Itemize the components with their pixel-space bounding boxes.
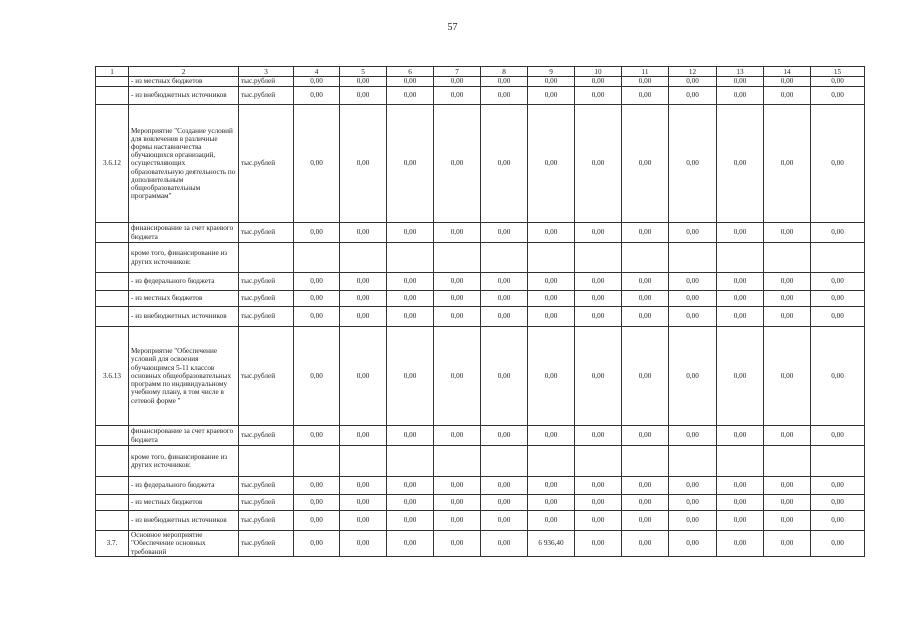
- value-cell: [434, 243, 481, 273]
- value-cell: 0,00: [764, 291, 811, 307]
- value-cell: [717, 243, 764, 273]
- value-cell: [340, 446, 387, 477]
- value-cell: 0,00: [669, 426, 717, 446]
- column-number-cell: 3: [239, 67, 294, 77]
- value-cell: [434, 446, 481, 477]
- value-cell: 0,00: [811, 531, 865, 557]
- value-cell: 0,00: [294, 223, 340, 243]
- value-cell: 0,00: [294, 307, 340, 327]
- row-code-cell: 3.6.13: [96, 327, 129, 426]
- row-code-cell: [96, 477, 129, 495]
- column-number-cell: 5: [340, 67, 387, 77]
- value-cell: 0,00: [575, 426, 622, 446]
- row-name-cell: Мероприятие "Создание условий для вовлечения в различные формы наставничества обучающихся организаций, осуществляющих образовательную деятельность по дополнительным общеобразовательным программам": [129, 105, 239, 223]
- value-cell: 0,00: [434, 105, 481, 223]
- value-cell: 0,00: [669, 77, 717, 87]
- row-name-cell: финансирование за счет краевого бюджета: [129, 223, 239, 243]
- value-cell: 0,00: [387, 87, 434, 105]
- value-cell: 0,00: [387, 77, 434, 87]
- value-cell: [387, 446, 434, 477]
- value-cell: 0,00: [575, 273, 622, 291]
- value-cell: [528, 243, 575, 273]
- value-cell: 0,00: [669, 223, 717, 243]
- value-cell: 0,00: [434, 426, 481, 446]
- value-cell: [669, 446, 717, 477]
- row-name-cell: - из местных бюджетов: [129, 77, 239, 87]
- row-unit-cell: тыс.рублей: [239, 291, 294, 307]
- row-unit-cell: тыс.рублей: [239, 307, 294, 327]
- table-row: [96, 446, 865, 477]
- value-cell: 0,00: [764, 223, 811, 243]
- column-number-cell: 15: [811, 67, 865, 77]
- value-cell: 0,00: [764, 426, 811, 446]
- value-cell: 0,00: [717, 223, 764, 243]
- value-cell: 0,00: [717, 511, 764, 531]
- value-cell: 0,00: [669, 273, 717, 291]
- value-cell: 0,00: [481, 223, 528, 243]
- value-cell: 0,00: [811, 477, 865, 495]
- table-row: [96, 273, 865, 291]
- row-code-cell: [96, 77, 129, 87]
- table-row: [96, 87, 865, 105]
- value-cell: 0,00: [764, 327, 811, 426]
- value-cell: 0,00: [622, 327, 669, 426]
- row-unit-cell: [239, 243, 294, 273]
- value-cell: 0,00: [811, 273, 865, 291]
- row-name-cell: - из федерального бюджета: [129, 477, 239, 495]
- column-number-cell: 8: [481, 67, 528, 77]
- value-cell: [811, 446, 865, 477]
- value-cell: 0,00: [717, 327, 764, 426]
- value-cell: 0,00: [528, 291, 575, 307]
- value-cell: [294, 446, 340, 477]
- value-cell: 0,00: [340, 105, 387, 223]
- row-code-cell: [96, 273, 129, 291]
- value-cell: 0,00: [481, 495, 528, 511]
- value-cell: 0,00: [669, 105, 717, 223]
- table-row: [96, 223, 865, 243]
- table-row: [96, 511, 865, 531]
- value-cell: 0,00: [622, 477, 669, 495]
- row-code-cell: [96, 307, 129, 327]
- value-cell: 0,00: [481, 77, 528, 87]
- value-cell: 0,00: [340, 273, 387, 291]
- table-row: [96, 307, 865, 327]
- table-row: [96, 327, 865, 426]
- value-cell: 0,00: [528, 87, 575, 105]
- table-row: [96, 291, 865, 307]
- value-cell: 0,00: [528, 77, 575, 87]
- value-cell: 0,00: [387, 291, 434, 307]
- row-unit-cell: тыс.рублей: [239, 531, 294, 557]
- row-name-cell: - из внебюджетных источников: [129, 87, 239, 105]
- column-number-cell: 13: [717, 67, 764, 77]
- value-cell: 0,00: [764, 511, 811, 531]
- row-name-cell: - из местных бюджетов: [129, 291, 239, 307]
- value-cell: 0,00: [434, 327, 481, 426]
- budget-table: [95, 66, 865, 557]
- value-cell: 0,00: [575, 495, 622, 511]
- row-code-cell: [96, 87, 129, 105]
- value-cell: 0,00: [294, 273, 340, 291]
- value-cell: 0,00: [669, 291, 717, 307]
- column-number-cell: 10: [575, 67, 622, 77]
- value-cell: 0,00: [434, 223, 481, 243]
- row-name-cell: - из федерального бюджета: [129, 273, 239, 291]
- table-row: [96, 426, 865, 446]
- value-cell: [764, 446, 811, 477]
- value-cell: [622, 446, 669, 477]
- value-cell: 0,00: [622, 105, 669, 223]
- column-number-cell: 1: [96, 67, 129, 77]
- value-cell: 0,00: [528, 511, 575, 531]
- value-cell: 0,00: [340, 223, 387, 243]
- value-cell: 0,00: [481, 327, 528, 426]
- value-cell: 0,00: [575, 477, 622, 495]
- page-number: 57: [447, 22, 458, 33]
- row-code-cell: [96, 291, 129, 307]
- value-cell: 0,00: [340, 87, 387, 105]
- row-code-cell: 3.6.12: [96, 105, 129, 223]
- value-cell: 0,00: [481, 87, 528, 105]
- value-cell: 0,00: [717, 531, 764, 557]
- value-cell: [575, 446, 622, 477]
- table-row: [96, 77, 865, 87]
- value-cell: 0,00: [340, 531, 387, 557]
- value-cell: 0,00: [622, 273, 669, 291]
- row-code-cell: [96, 511, 129, 531]
- value-cell: [340, 243, 387, 273]
- row-code-cell: [96, 495, 129, 511]
- column-number-row: [96, 67, 865, 77]
- table-row: [96, 477, 865, 495]
- row-name-cell: Основное мероприятие "Обеспечение основных требований: [129, 531, 239, 557]
- column-number-cell: 4: [294, 67, 340, 77]
- value-cell: 0,00: [387, 327, 434, 426]
- value-cell: 0,00: [387, 105, 434, 223]
- value-cell: 0,00: [575, 307, 622, 327]
- row-name-cell: кроме того, финансирование из других источников:: [129, 446, 239, 477]
- value-cell: 0,00: [294, 477, 340, 495]
- value-cell: 0,00: [669, 531, 717, 557]
- value-cell: 0,00: [669, 511, 717, 531]
- value-cell: 0,00: [811, 495, 865, 511]
- value-cell: 0,00: [294, 531, 340, 557]
- value-cell: 0,00: [294, 87, 340, 105]
- value-cell: 0,00: [811, 77, 865, 87]
- value-cell: 0,00: [575, 531, 622, 557]
- value-cell: 0,00: [434, 477, 481, 495]
- value-cell: 0,00: [340, 307, 387, 327]
- value-cell: 0,00: [622, 291, 669, 307]
- value-cell: 0,00: [434, 291, 481, 307]
- value-cell: 0,00: [575, 87, 622, 105]
- value-cell: 0,00: [434, 87, 481, 105]
- value-cell: 0,00: [387, 477, 434, 495]
- row-name-cell: - из внебюджетных источников: [129, 511, 239, 531]
- column-number-cell: 7: [434, 67, 481, 77]
- value-cell: 0,00: [811, 87, 865, 105]
- value-cell: 0,00: [481, 307, 528, 327]
- column-number-cell: 9: [528, 67, 575, 77]
- value-cell: 0,00: [294, 511, 340, 531]
- value-cell: [575, 243, 622, 273]
- value-cell: 0,00: [764, 495, 811, 511]
- value-cell: 0,00: [434, 511, 481, 531]
- column-number-cell: 11: [622, 67, 669, 77]
- value-cell: 0,00: [434, 77, 481, 87]
- row-unit-cell: [239, 446, 294, 477]
- value-cell: 0,00: [717, 87, 764, 105]
- value-cell: 0,00: [811, 511, 865, 531]
- value-cell: 0,00: [481, 531, 528, 557]
- value-cell: [669, 243, 717, 273]
- value-cell: 0,00: [528, 273, 575, 291]
- row-code-cell: 3.7.: [96, 531, 129, 557]
- value-cell: 0,00: [811, 291, 865, 307]
- row-name-cell: Мероприятие "Обеспечение условий для освоения обучающимся 5-11 классов основных общеобразовательных программ по индивидуальному учебному плану, в том числе в сетевой форме ": [129, 327, 239, 426]
- value-cell: 0,00: [764, 87, 811, 105]
- table-row: [96, 531, 865, 557]
- value-cell: 0,00: [528, 327, 575, 426]
- value-cell: 0,00: [294, 327, 340, 426]
- row-unit-cell: тыс.рублей: [239, 426, 294, 446]
- row-code-cell: [96, 223, 129, 243]
- column-number-cell: 2: [129, 67, 239, 77]
- row-unit-cell: тыс.рублей: [239, 223, 294, 243]
- value-cell: 0,00: [387, 531, 434, 557]
- value-cell: [387, 243, 434, 273]
- value-cell: 0,00: [340, 426, 387, 446]
- value-cell: 0,00: [387, 223, 434, 243]
- row-unit-cell: тыс.рублей: [239, 511, 294, 531]
- value-cell: 0,00: [764, 307, 811, 327]
- value-cell: 0,00: [481, 511, 528, 531]
- value-cell: 0,00: [764, 77, 811, 87]
- value-cell: 0,00: [717, 77, 764, 87]
- value-cell: 0,00: [481, 426, 528, 446]
- column-number-cell: 12: [669, 67, 717, 77]
- value-cell: 0,00: [669, 477, 717, 495]
- value-cell: [481, 446, 528, 477]
- value-cell: 0,00: [434, 531, 481, 557]
- value-cell: 0,00: [387, 307, 434, 327]
- value-cell: 0,00: [481, 291, 528, 307]
- value-cell: 0,00: [434, 495, 481, 511]
- value-cell: 0,00: [528, 307, 575, 327]
- row-name-cell: финансирование за счет краевого бюджета: [129, 426, 239, 446]
- table-row: [96, 495, 865, 511]
- value-cell: [622, 243, 669, 273]
- value-cell: 0,00: [294, 105, 340, 223]
- value-cell: 0,00: [622, 307, 669, 327]
- value-cell: 0,00: [622, 87, 669, 105]
- value-cell: 0,00: [622, 531, 669, 557]
- value-cell: 0,00: [811, 426, 865, 446]
- value-cell: 0,00: [717, 426, 764, 446]
- value-cell: [764, 243, 811, 273]
- row-code-cell: [96, 426, 129, 446]
- value-cell: 0,00: [340, 291, 387, 307]
- value-cell: 0,00: [528, 477, 575, 495]
- row-name-cell: - из местных бюджетов: [129, 495, 239, 511]
- row-code-cell: [96, 446, 129, 477]
- value-cell: 0,00: [717, 307, 764, 327]
- value-cell: 0,00: [387, 511, 434, 531]
- value-cell: [481, 243, 528, 273]
- value-cell: [811, 243, 865, 273]
- value-cell: 0,00: [575, 327, 622, 426]
- value-cell: 0,00: [622, 511, 669, 531]
- value-cell: 0,00: [294, 426, 340, 446]
- value-cell: 0,00: [811, 307, 865, 327]
- value-cell: 0,00: [669, 327, 717, 426]
- value-cell: 0,00: [575, 291, 622, 307]
- value-cell: 0,00: [622, 223, 669, 243]
- value-cell: 0,00: [717, 273, 764, 291]
- value-cell: 0,00: [669, 307, 717, 327]
- column-number-cell: 6: [387, 67, 434, 77]
- value-cell: 0,00: [622, 77, 669, 87]
- value-cell: 0,00: [340, 511, 387, 531]
- value-cell: 0,00: [481, 105, 528, 223]
- value-cell: 0,00: [811, 105, 865, 223]
- value-cell: 0,00: [434, 307, 481, 327]
- value-cell: 0,00: [528, 495, 575, 511]
- value-cell: 0,00: [575, 511, 622, 531]
- row-unit-cell: тыс.рублей: [239, 495, 294, 511]
- table-row: [96, 105, 865, 223]
- value-cell: 0,00: [387, 495, 434, 511]
- value-cell: 0,00: [669, 87, 717, 105]
- row-unit-cell: тыс.рублей: [239, 77, 294, 87]
- value-cell: 0,00: [340, 477, 387, 495]
- value-cell: [528, 446, 575, 477]
- row-name-cell: кроме того, финансирование из других источников:: [129, 243, 239, 273]
- row-code-cell: [96, 243, 129, 273]
- value-cell: 0,00: [717, 495, 764, 511]
- row-unit-cell: тыс.рублей: [239, 105, 294, 223]
- value-cell: 0,00: [294, 291, 340, 307]
- value-cell: 0,00: [717, 105, 764, 223]
- value-cell: 0,00: [528, 105, 575, 223]
- table-row: [96, 243, 865, 273]
- value-cell: 0,00: [294, 495, 340, 511]
- value-cell: 0,00: [340, 495, 387, 511]
- column-number-cell: 14: [764, 67, 811, 77]
- row-unit-cell: тыс.рублей: [239, 327, 294, 426]
- row-unit-cell: тыс.рублей: [239, 477, 294, 495]
- value-cell: 0,00: [387, 273, 434, 291]
- row-name-cell: - из внебюджетных источников: [129, 307, 239, 327]
- value-cell: 0,00: [481, 273, 528, 291]
- value-cell: 0,00: [575, 105, 622, 223]
- value-cell: [717, 446, 764, 477]
- value-cell: 0,00: [764, 531, 811, 557]
- value-cell: 0,00: [481, 477, 528, 495]
- value-cell: 0,00: [669, 495, 717, 511]
- value-cell: 6 936,40: [528, 531, 575, 557]
- value-cell: 0,00: [717, 291, 764, 307]
- value-cell: 0,00: [622, 426, 669, 446]
- value-cell: 0,00: [811, 327, 865, 426]
- value-cell: 0,00: [764, 477, 811, 495]
- table-body: [96, 67, 865, 557]
- value-cell: 0,00: [764, 105, 811, 223]
- row-unit-cell: тыс.рублей: [239, 87, 294, 105]
- value-cell: 0,00: [764, 273, 811, 291]
- value-cell: 0,00: [294, 77, 340, 87]
- value-cell: 0,00: [528, 426, 575, 446]
- value-cell: 0,00: [387, 426, 434, 446]
- value-cell: [294, 243, 340, 273]
- value-cell: 0,00: [811, 223, 865, 243]
- value-cell: 0,00: [340, 327, 387, 426]
- value-cell: 0,00: [575, 77, 622, 87]
- value-cell: 0,00: [434, 273, 481, 291]
- value-cell: 0,00: [717, 477, 764, 495]
- row-unit-cell: тыс.рублей: [239, 273, 294, 291]
- value-cell: 0,00: [528, 223, 575, 243]
- value-cell: 0,00: [622, 495, 669, 511]
- value-cell: 0,00: [575, 223, 622, 243]
- value-cell: 0,00: [340, 77, 387, 87]
